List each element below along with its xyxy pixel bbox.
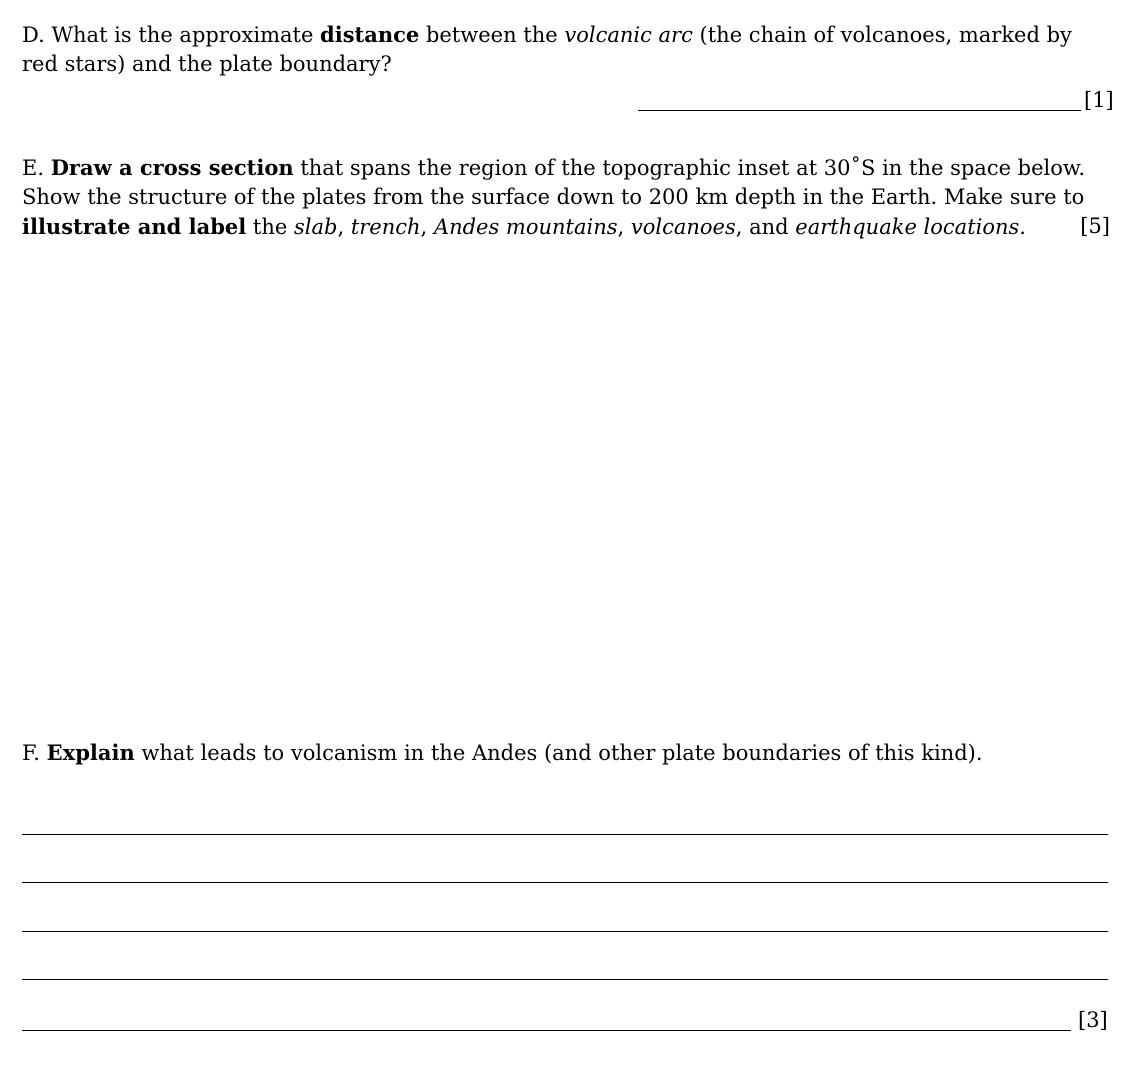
question-e-text-4: , <box>420 215 434 239</box>
question-f-marks: [3] <box>1078 1008 1108 1032</box>
answer-line-f-1[interactable] <box>22 834 1108 835</box>
question-e-bold-draw: Draw a cross section <box>50 155 294 180</box>
question-e <box>22 153 1110 242</box>
question-e-italic-slab: slab <box>294 215 338 239</box>
question-e-bold-illustrate: illustrate and label <box>22 214 247 239</box>
question-e-text-5: , <box>617 215 631 239</box>
question-e-italic-volcanoes: volcanoes <box>630 215 736 239</box>
question-e-text-1: that spans the region of the topographic inset at 30˚S in the space below. Show the structure of the plates from the surface down to 200 km depth in the Earth. Make sure to <box>22 156 1086 209</box>
question-d <box>22 20 1082 79</box>
cross-section-drawing-area[interactable] <box>22 245 1108 725</box>
question-d-text-3: (the chain of volcanoes, marked by red stars) and the plate boundary? <box>22 23 1072 76</box>
answer-line-f-2[interactable] <box>22 882 1108 883</box>
question-d-letter: D. <box>22 23 45 47</box>
question-e-text-3: , <box>337 215 351 239</box>
question-e-italic-trench: trench <box>350 215 421 239</box>
question-f <box>22 738 1110 768</box>
question-e-text-6: , and <box>735 215 796 239</box>
question-d-bold-distance: distance <box>320 22 420 47</box>
answer-line-f-3[interactable] <box>22 931 1108 932</box>
question-e-italic-andes: Andes mountains <box>433 215 618 239</box>
question-d-text-2: between the <box>419 23 565 47</box>
question-d-italic-volcanic-arc: volcanic arc <box>564 23 693 47</box>
answer-line-f-4[interactable] <box>22 979 1108 980</box>
question-f-text-1: what leads to volcanism in the Andes (and other plate boundaries of this kind). <box>134 741 983 765</box>
question-f-bold-explain: Explain <box>46 740 135 765</box>
question-e-letter: E. <box>22 156 45 180</box>
answer-line-d[interactable] <box>638 110 1081 111</box>
question-e-italic-earthquakes: earthquake locations. <box>795 215 1026 239</box>
answer-line-f-5[interactable] <box>22 1030 1071 1031</box>
question-d-marks: [1] <box>1084 88 1114 112</box>
question-d-text-1: What is the approximate <box>44 23 321 47</box>
question-e-text-2: the <box>246 215 294 239</box>
question-f-letter: F. <box>22 741 40 765</box>
question-e-marks: [5] <box>1080 214 1110 238</box>
